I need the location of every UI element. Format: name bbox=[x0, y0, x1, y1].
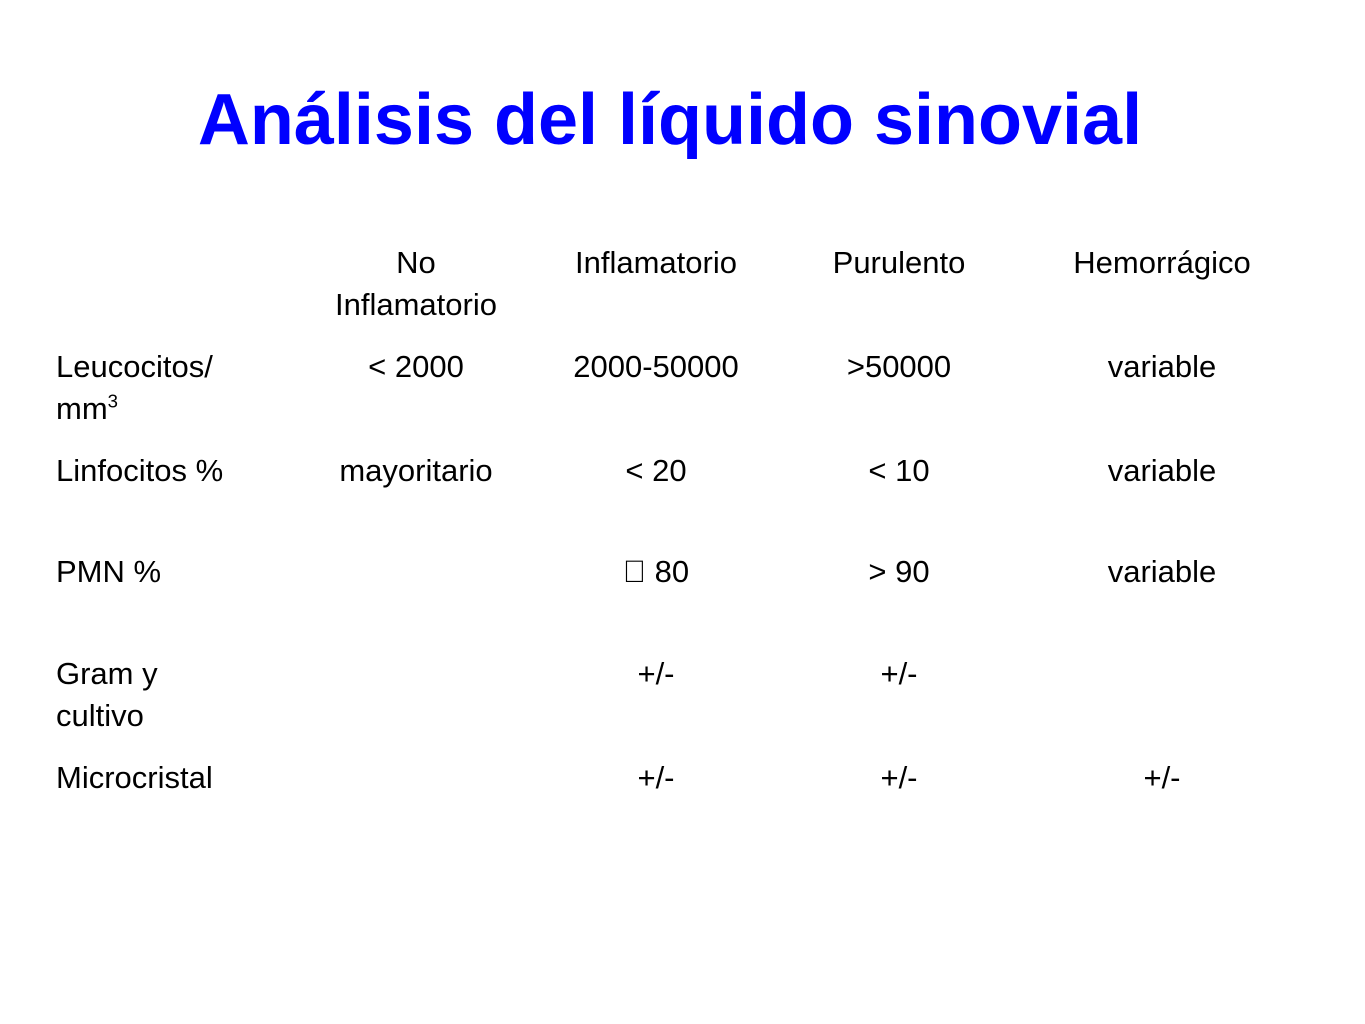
table-cell: variable bbox=[1107, 554, 1217, 589]
table-cell: +/- bbox=[637, 656, 675, 691]
header-no-inflamatorio-line1: No bbox=[396, 245, 436, 280]
row-label-leucocitos-line1: Leucocitos/ bbox=[56, 349, 213, 384]
row-label-pmn: PMN % bbox=[56, 554, 162, 589]
header-purulento: Purulento bbox=[832, 245, 966, 280]
row-label-leucocitos-line2 bbox=[56, 388, 296, 430]
table-cell: +/- bbox=[880, 760, 918, 795]
header-no-inflamatorio-line2: Inflamatorio bbox=[335, 287, 497, 322]
table-cell: > 90 bbox=[868, 554, 930, 589]
table-cell: >50000 bbox=[846, 349, 952, 384]
table-cell: < 20 bbox=[625, 453, 687, 488]
row-label-leucocitos-exponent: 3 bbox=[107, 390, 118, 412]
table-cell: +/- bbox=[1143, 760, 1181, 795]
row-label-microcristal: Microcristal bbox=[56, 760, 213, 795]
row-label-leucocitos-unit: mm bbox=[56, 391, 108, 426]
table-cell: < 2000 bbox=[368, 349, 464, 384]
table-cell: +/- bbox=[880, 656, 918, 691]
header-hemorragico: Hemorrágico bbox=[1073, 245, 1251, 280]
row-label-gram-line1: Gram y bbox=[56, 656, 158, 691]
table-cell: mayoritario bbox=[339, 453, 493, 488]
header-no-inflamatorio bbox=[296, 242, 536, 326]
table-cell: variable bbox=[1107, 349, 1217, 384]
header-inflamatorio: Inflamatorio bbox=[575, 245, 737, 280]
row-label-leucocitos bbox=[56, 346, 296, 430]
row-label-linfocitos: Linfocitos % bbox=[56, 453, 224, 488]
table-cell: 2000-50000 bbox=[573, 349, 739, 384]
table-cell: variable bbox=[1107, 453, 1217, 488]
row-label-gram-cultivo bbox=[56, 653, 296, 737]
table-cell: 80 bbox=[638, 554, 674, 589]
slide-title: Análisis del líquido sinovial bbox=[197, 80, 1143, 160]
table-cell: < 10 bbox=[868, 453, 930, 488]
table-cell: +/- bbox=[637, 760, 675, 795]
row-label-gram-line2: cultivo bbox=[56, 698, 144, 733]
